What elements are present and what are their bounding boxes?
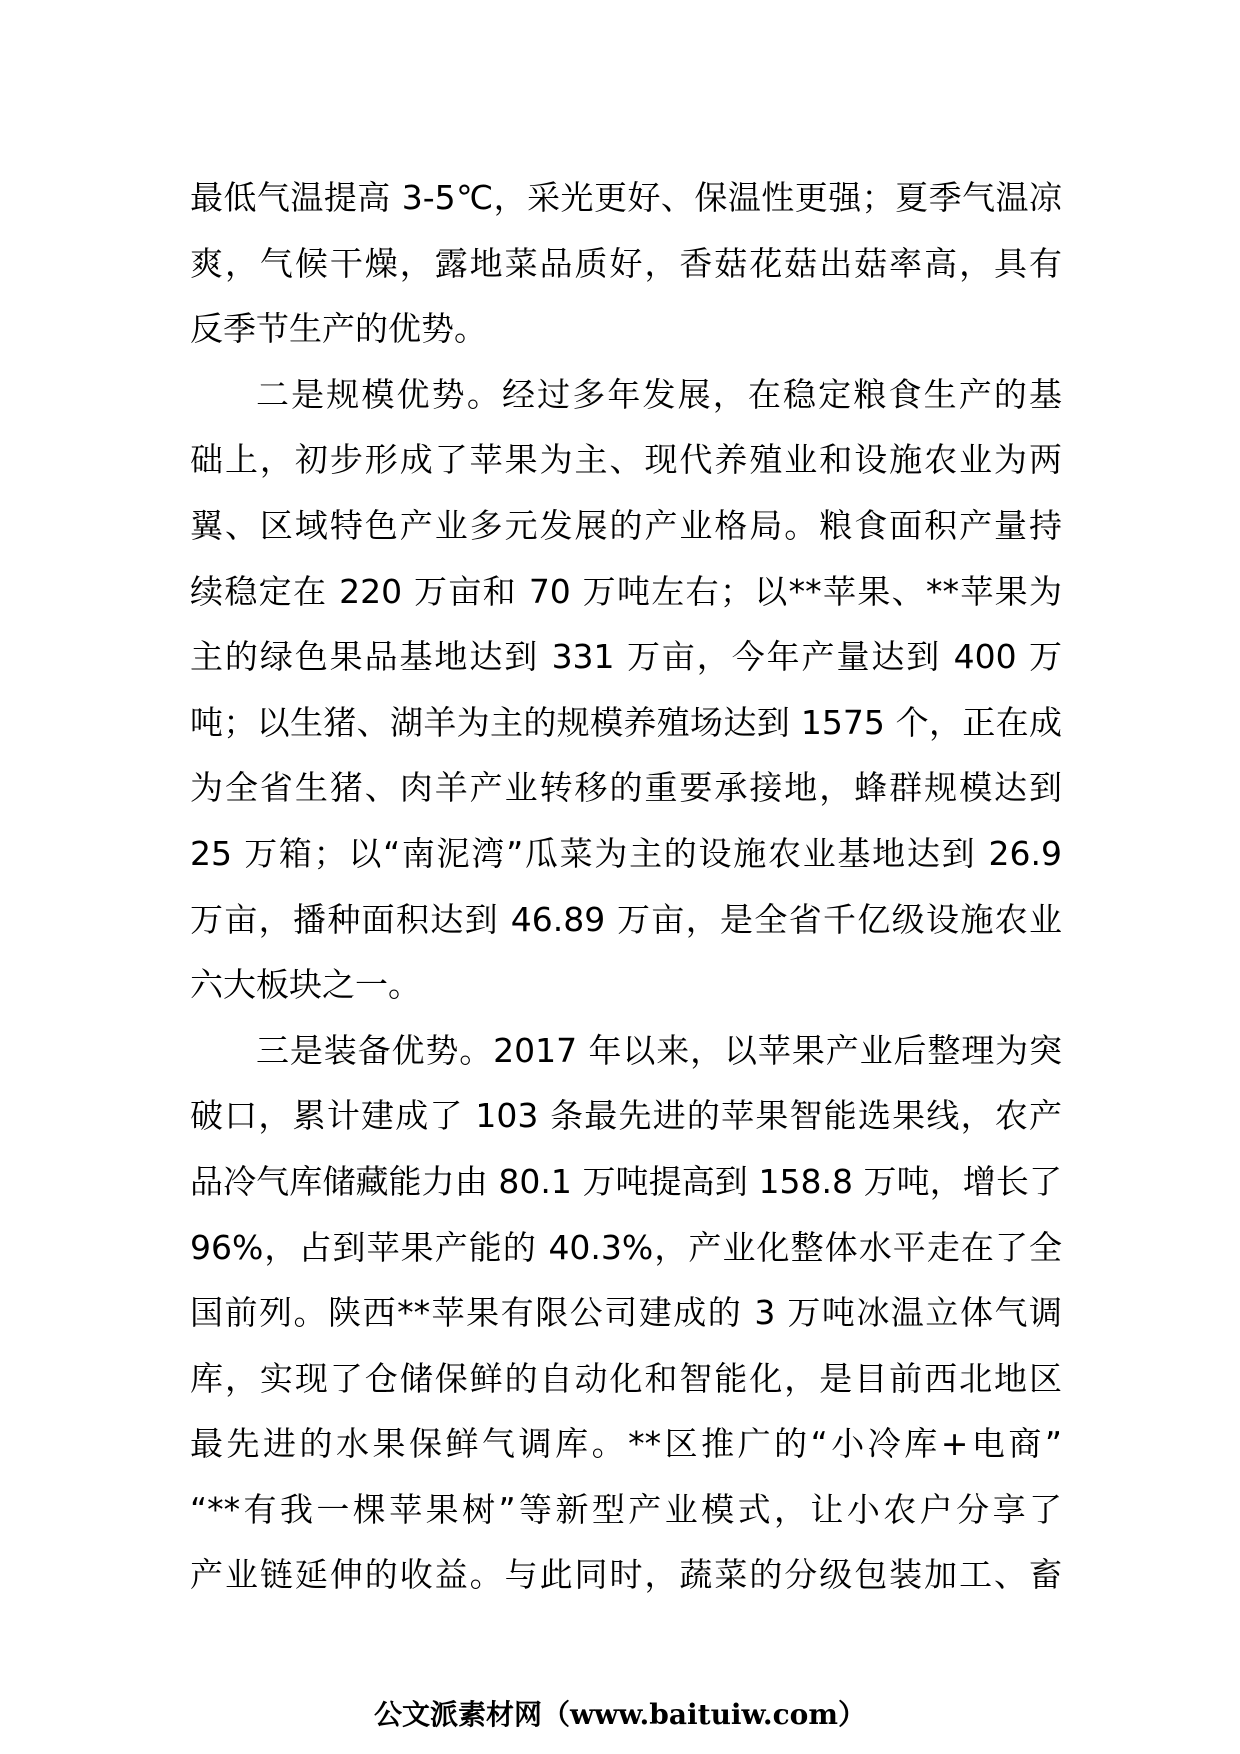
text-line: 爽，气候干燥，露地菜品质好，香菇花菇出菇率高，具有 (190, 243, 1062, 283)
text-line: 吨；以生猪、湖羊为主的规模养殖场达到 1575 个，正在成 (190, 702, 1062, 742)
document-body (190, 165, 1062, 1608)
text-line: 六大板块之一。 (190, 965, 421, 1005)
text-line: 翼、区域特色产业多元发展的产业格局。粮食面积产量持 (190, 505, 1062, 545)
text-line: 最先进的水果保鲜气调库。**区推广的“小冷库+电商” (190, 1424, 1062, 1464)
text-line: 国前列。陕西**苹果有限公司建成的 3 万吨冰温立体气调 (190, 1293, 1062, 1333)
text-line: 库，实现了仓储保鲜的自动化和智能化，是目前西北地区 (190, 1358, 1062, 1398)
text-line: 96%，占到苹果产能的 40.3%，产业化整体水平走在了全 (190, 1227, 1062, 1267)
text-line: 础上，初步形成了苹果为主、现代养殖业和设施农业为两 (190, 440, 1062, 480)
text-line: 万亩，播种面积达到 46.89 万亩，是全省千亿级设施农业 (190, 899, 1062, 939)
text-line: 反季节生产的优势。 (190, 309, 487, 349)
text-line: 最低气温提高 3-5℃，采光更好、保温性更强；夏季气温凉 (190, 178, 1062, 217)
text-line: 品冷气库储藏能力由 80.1 万吨提高到 158.8 万吨，增长了 (190, 1161, 1062, 1201)
text-line: 25 万箱；以“南泥湾”瓜菜为主的设施农业基地达到 26.9 (190, 833, 1062, 873)
text-line: 产业链延伸的收益。与此同时，蔬菜的分级包装加工、畜 (190, 1555, 1062, 1595)
text-line: 主的绿色果品基地达到 331 万亩，今年产量达到 400 万 (190, 637, 1062, 677)
text-line: 为全省生猪、肉羊产业转移的重要承接地，蜂群规模达到 (190, 768, 1062, 808)
text-line: 破口，累计建成了 103 条最先进的苹果智能选果线，农产 (190, 1096, 1062, 1136)
paragraph-start: 二是规模优势。经过多年发展，在稳定粮食生产的基 (256, 374, 1062, 414)
footer-watermark: 公文派素材网（www.baituiw.com） (374, 1698, 866, 1731)
paragraph-start: 三是装备优势。2017 年以来，以苹果产业后整理为突 (256, 1030, 1062, 1070)
text-line: 续稳定在 220 万亩和 70 万吨左右；以**苹果、**苹果为 (190, 571, 1062, 611)
text-line: “**有我一棵苹果树”等新型产业模式，让小农户分享了 (190, 1489, 1062, 1529)
